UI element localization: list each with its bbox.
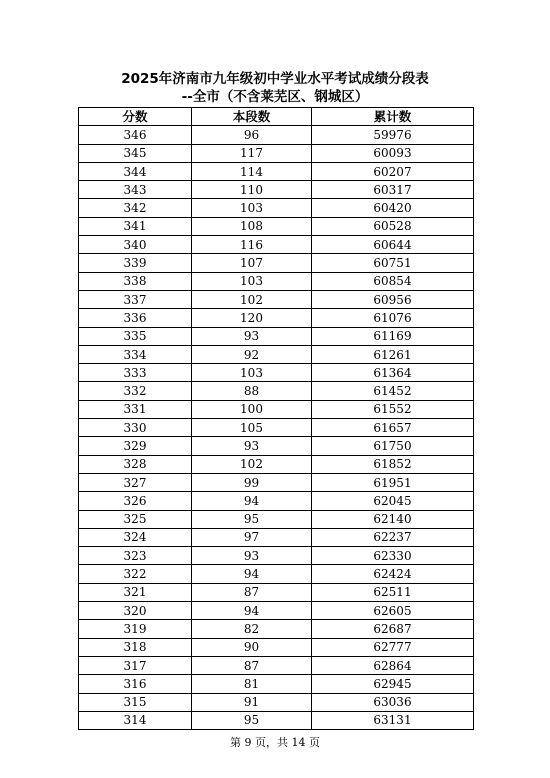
table-row [79,473,474,491]
segment-count-cell: 120 [192,309,312,327]
segment-count-cell: 107 [192,254,312,272]
document-subtitle: --全市（不含莱芜区、钢城区） [181,89,369,105]
score-cell: 335 [79,327,192,345]
table-row [79,162,474,180]
segment-count-cell: 116 [192,236,312,254]
table-header-row [79,108,474,126]
table-row [79,455,474,473]
segment-count-cell: 102 [192,455,312,473]
cumulative-count-cell: 61169 [312,327,474,345]
score-cell: 325 [79,510,192,528]
score-cell: 327 [79,473,192,491]
table-row [79,675,474,693]
table-row [79,236,474,254]
score-cell: 331 [79,400,192,418]
score-cell: 316 [79,675,192,693]
segment-count-cell: 95 [192,711,312,729]
score-cell: 317 [79,656,192,674]
cumulative-count-cell: 61657 [312,419,474,437]
segment-count-cell: 103 [192,272,312,290]
cumulative-count-cell: 62424 [312,565,474,583]
cumulative-count-cell: 63036 [312,693,474,711]
cumulative-count-cell: 62045 [312,492,474,510]
cumulative-count-cell: 60956 [312,290,474,308]
cumulative-count-cell: 62237 [312,528,474,546]
table-row [79,217,474,235]
cumulative-count-cell: 60317 [312,181,474,199]
segment-count-cell: 108 [192,217,312,235]
cumulative-count-cell: 61852 [312,455,474,473]
cumulative-count-cell: 61552 [312,400,474,418]
segment-count-cell: 114 [192,162,312,180]
score-cell: 332 [79,382,192,400]
score-cell: 320 [79,602,192,620]
segment-count-cell: 94 [192,565,312,583]
table-row [79,181,474,199]
segment-count-cell: 103 [192,364,312,382]
segment-count-cell: 93 [192,327,312,345]
score-cell: 343 [79,181,192,199]
score-cell: 333 [79,364,192,382]
score-cell: 328 [79,455,192,473]
score-distribution-table [78,107,474,730]
score-cell: 330 [79,419,192,437]
segment-count-cell: 82 [192,620,312,638]
cumulative-count-cell: 61951 [312,473,474,491]
score-cell: 341 [79,217,192,235]
table-row [79,565,474,583]
table-row [79,400,474,418]
table-row [79,364,474,382]
score-cell: 323 [79,547,192,565]
cumulative-count-cell: 61364 [312,364,474,382]
cumulative-count-cell: 61261 [312,345,474,363]
score-cell: 318 [79,638,192,656]
segment-count-cell: 93 [192,547,312,565]
segment-count-cell: 88 [192,382,312,400]
table-row [79,126,474,144]
cumulative-count-cell: 62511 [312,583,474,601]
table-row [79,309,474,327]
segment-count-cell: 100 [192,400,312,418]
score-cell: 321 [79,583,192,601]
cumulative-count-cell: 62330 [312,547,474,565]
cumulative-count-cell: 62687 [312,620,474,638]
table-row [79,144,474,162]
table-row [79,254,474,272]
segment-count-cell: 117 [192,144,312,162]
table-row [79,510,474,528]
score-cell: 314 [79,711,192,729]
table-row [79,711,474,729]
cumulative-count-cell: 60528 [312,217,474,235]
cumulative-count-cell: 62605 [312,602,474,620]
table-row [79,419,474,437]
header-score: 分数 [79,108,192,126]
score-cell: 324 [79,528,192,546]
segment-count-cell: 94 [192,602,312,620]
score-cell: 319 [79,620,192,638]
score-cell: 342 [79,199,192,217]
table-row [79,437,474,455]
cumulative-count-cell: 62864 [312,656,474,674]
segment-count-cell: 105 [192,419,312,437]
cumulative-count-cell: 61452 [312,382,474,400]
cumulative-count-cell: 61750 [312,437,474,455]
cumulative-count-cell: 59976 [312,126,474,144]
table-row [79,638,474,656]
score-cell: 338 [79,272,192,290]
table-row [79,656,474,674]
score-cell: 315 [79,693,192,711]
table-row [79,345,474,363]
score-cell: 322 [79,565,192,583]
cumulative-count-cell: 60420 [312,199,474,217]
segment-count-cell: 90 [192,638,312,656]
cumulative-count-cell: 63131 [312,711,474,729]
table-row [79,199,474,217]
page-footer: 第 9 页，共 14 页 [230,736,320,749]
segment-count-cell: 87 [192,656,312,674]
score-cell: 336 [79,309,192,327]
cumulative-count-cell: 60093 [312,144,474,162]
cumulative-count-cell: 60751 [312,254,474,272]
score-cell: 329 [79,437,192,455]
table-row [79,382,474,400]
score-cell: 346 [79,126,192,144]
table-row [79,492,474,510]
segment-count-cell: 87 [192,583,312,601]
segment-count-cell: 95 [192,510,312,528]
table-row [79,583,474,601]
score-cell: 344 [79,162,192,180]
segment-count-cell: 103 [192,199,312,217]
table-body [79,126,474,730]
header-segment-count: 本段数 [192,108,312,126]
table-row [79,547,474,565]
segment-count-cell: 91 [192,693,312,711]
segment-count-cell: 102 [192,290,312,308]
cumulative-count-cell: 60644 [312,236,474,254]
score-cell: 345 [79,144,192,162]
score-cell: 334 [79,345,192,363]
table-row [79,693,474,711]
table-row [79,272,474,290]
score-cell: 339 [79,254,192,272]
segment-count-cell: 97 [192,528,312,546]
table-row [79,327,474,345]
cumulative-count-cell: 61076 [312,309,474,327]
cumulative-count-cell: 62945 [312,675,474,693]
table-row [79,290,474,308]
score-cell: 337 [79,290,192,308]
segment-count-cell: 96 [192,126,312,144]
segment-count-cell: 99 [192,473,312,491]
table-row [79,602,474,620]
table-row [79,620,474,638]
header-cumulative-count: 累计数 [312,108,474,126]
segment-count-cell: 94 [192,492,312,510]
segment-count-cell: 93 [192,437,312,455]
cumulative-count-cell: 60207 [312,162,474,180]
cumulative-count-cell: 62140 [312,510,474,528]
cumulative-count-cell: 60854 [312,272,474,290]
segment-count-cell: 81 [192,675,312,693]
table-row [79,528,474,546]
score-cell: 340 [79,236,192,254]
segment-count-cell: 110 [192,181,312,199]
document-title: 2025年济南市九年级初中学业水平考试成绩分段表 [121,71,429,87]
cumulative-count-cell: 62777 [312,638,474,656]
score-cell: 326 [79,492,192,510]
segment-count-cell: 92 [192,345,312,363]
